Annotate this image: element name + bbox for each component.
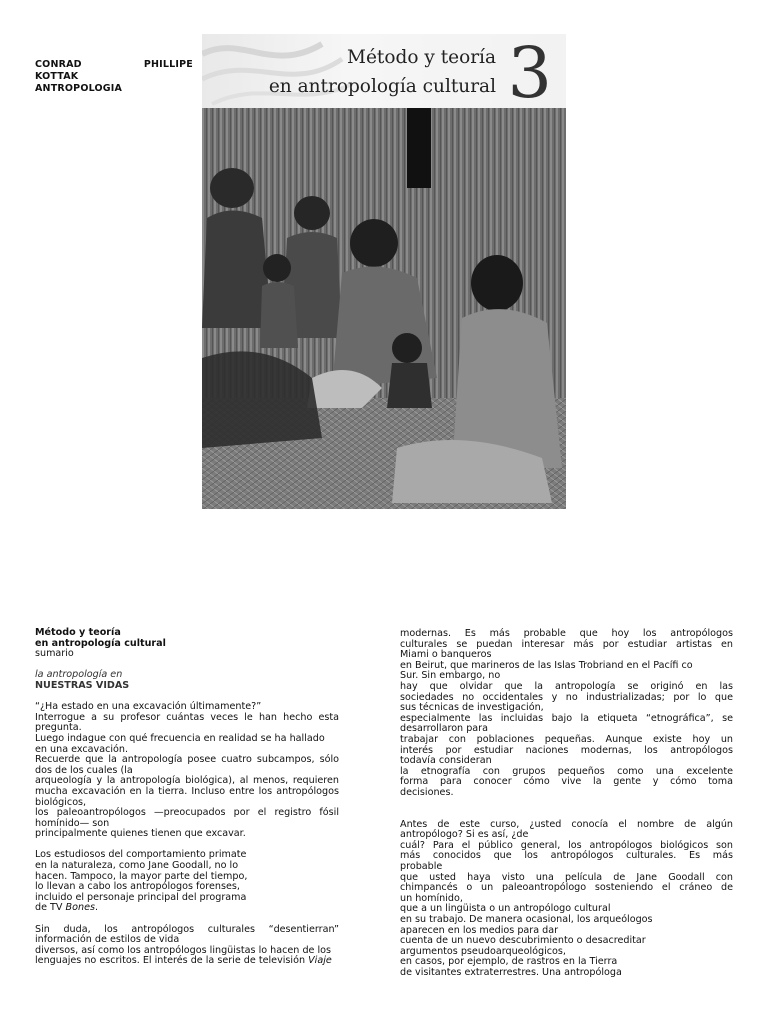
text-line: arqueología y la antropología biológica), al menos, requieren <box>35 775 339 787</box>
text-line: Antes de este curso, ¿usted conocía el nombre de algún <box>400 818 733 830</box>
text-line: Recuerde que la antropología posee cuatro subcampos, sólo <box>35 754 339 766</box>
text-fragment: lenguajes no escritos. El interés de la serie de televisión <box>35 955 306 967</box>
text-line: información de estilos de vida <box>35 934 180 946</box>
chapter-cover <box>202 34 566 509</box>
text-line: antropólogo? Si es así, ¿de <box>400 829 529 841</box>
text-line: Interrogue a su profesor cuántas veces le han hecho esta <box>35 711 339 723</box>
text-line: desarrollaron para <box>400 723 488 735</box>
text-line: cuál? Para el público general, los antropólogos biológicos son <box>400 839 733 851</box>
summary-label: sumario <box>35 648 74 660</box>
text-line: Luego indague con qué frecuencia en realidad se ha hallado <box>35 732 325 744</box>
text-line: en Beirut, que marineros de las Islas Trobriand en el Pacífi co <box>400 659 693 671</box>
text-line: forma para conocer cómo vive la gente y cómo toma <box>400 776 733 788</box>
cover-photo <box>202 108 566 509</box>
text-line: chimpancés o un paleoantropólogo sosteniendo el cráneo de <box>400 882 733 894</box>
text-line: en la naturaleza, como Jane Goodall, no lo <box>35 860 239 872</box>
text-line: que usted haya visto una película de Jane Goodall con <box>400 871 733 883</box>
text-line: decisiones. <box>400 786 454 798</box>
text-line: en casos, por ejemplo, de rastros en la Tierra <box>400 956 618 968</box>
text-line: probable <box>400 861 443 873</box>
chapter-number: 3 <box>507 34 552 108</box>
text-line: incluido el personaje principal del programa <box>35 891 247 903</box>
right-column <box>400 629 733 979</box>
text-line: hacen. Tampoco, la mayor parte del tiempo, <box>35 870 248 882</box>
text-line: biológicos, <box>35 796 87 808</box>
chapter-title-line2: en antropología cultural <box>268 76 496 97</box>
text-line: en una excavación. <box>35 743 129 755</box>
text-line: argumentos pseudoarqueológicos, <box>400 945 566 957</box>
text-line: más conocidos que los antropólogos culturales. Es más <box>400 850 733 862</box>
text-line: mucha excavación en la tierra. Incluso entre los antropólogos <box>35 785 339 797</box>
text-line: modernas. Es más probable que hoy los antropólogos <box>400 628 733 639</box>
chapter-title-line1: Método y teoría <box>347 47 496 68</box>
author-block <box>35 59 193 95</box>
author-first-name: CONRAD <box>35 59 82 70</box>
text-line: que a un lingüista o un antropólogo cultural <box>400 903 611 915</box>
text-line: Los estudiosos del comportamiento primate <box>35 849 247 861</box>
section-label-italic: la antropología en <box>35 669 123 681</box>
text-line: de visitantes extraterrestres. Una antropóloga <box>400 967 622 978</box>
text-line: sociedades no occidentales y no industrializadas; por lo que <box>400 691 733 703</box>
text-line: sus técnicas de investigación, <box>400 702 544 714</box>
text-line: pregunta. <box>35 722 82 734</box>
text-line: aparecen en los medios para dar <box>400 924 559 936</box>
text-line: especialmente las incluidas bajo la etiqueta “etnográfica”, se <box>400 712 733 724</box>
text-line: la etnografía con grupos pequeños como una excelente <box>400 765 733 777</box>
chapter-banner <box>202 34 566 108</box>
text-line: Sur. Sin embargo, no <box>400 670 501 682</box>
text-line: todavía consideran <box>400 755 492 767</box>
text-line: Sin duda, los antropólogos culturales “desentierran” <box>35 923 339 935</box>
text-line: homínido— son <box>35 817 110 829</box>
summary-heading-line1: Método y teoría <box>35 627 121 638</box>
text-line: cuenta de un nuevo descubrimiento o desacreditar <box>400 935 646 947</box>
text-line: principalmente quienes tienen que excavar. <box>35 828 246 840</box>
italic-title-viaje: Viaje <box>308 955 332 967</box>
text-line: de TV Bones. <box>35 902 99 914</box>
text-line: lo llevan a cabo los antropólogos forenses, <box>35 881 240 893</box>
text-line: trabajar con poblaciones pequeñas. Aunque existe hoy un <box>400 733 733 745</box>
text-line <box>35 956 339 967</box>
author-last-name: KOTTAK <box>35 71 79 82</box>
summary-heading-line2: en antropología cultural <box>35 637 166 649</box>
section-label-bold: NUESTRAS VIDAS <box>35 679 130 691</box>
text-line: Miami o banqueros <box>400 649 492 661</box>
text-line: en su trabajo. De manera ocasional, los arqueólogos <box>400 914 653 926</box>
text-line: los paleoantropólogos —preocupados por el registro fósil <box>35 807 339 819</box>
text-line: dos de los cuales (la <box>35 764 133 776</box>
text-line: un homínido, <box>400 892 463 904</box>
italic-title-bones: Bones <box>65 902 95 914</box>
left-column <box>35 628 339 967</box>
author-middle-name: PHILLIPE <box>143 59 193 70</box>
text-fragment: de TV <box>35 902 63 914</box>
text-line: culturales se puedan interesar más por estudiar artistas en <box>400 638 733 650</box>
text-line: diversos, así como los antropólogos lingüistas lo hacen de los <box>35 944 332 956</box>
text-line: interés por estudiar naciones modernas, los antropólogos <box>400 744 733 756</box>
book-title: ANTROPOLOGIA <box>35 83 123 94</box>
text-line: hay que olvidar que la antropología se originó en las <box>400 680 733 692</box>
fieldwork-photo-illustration <box>202 108 566 509</box>
text-line: “¿Ha estado en una excavación últimamente?” <box>35 701 262 713</box>
